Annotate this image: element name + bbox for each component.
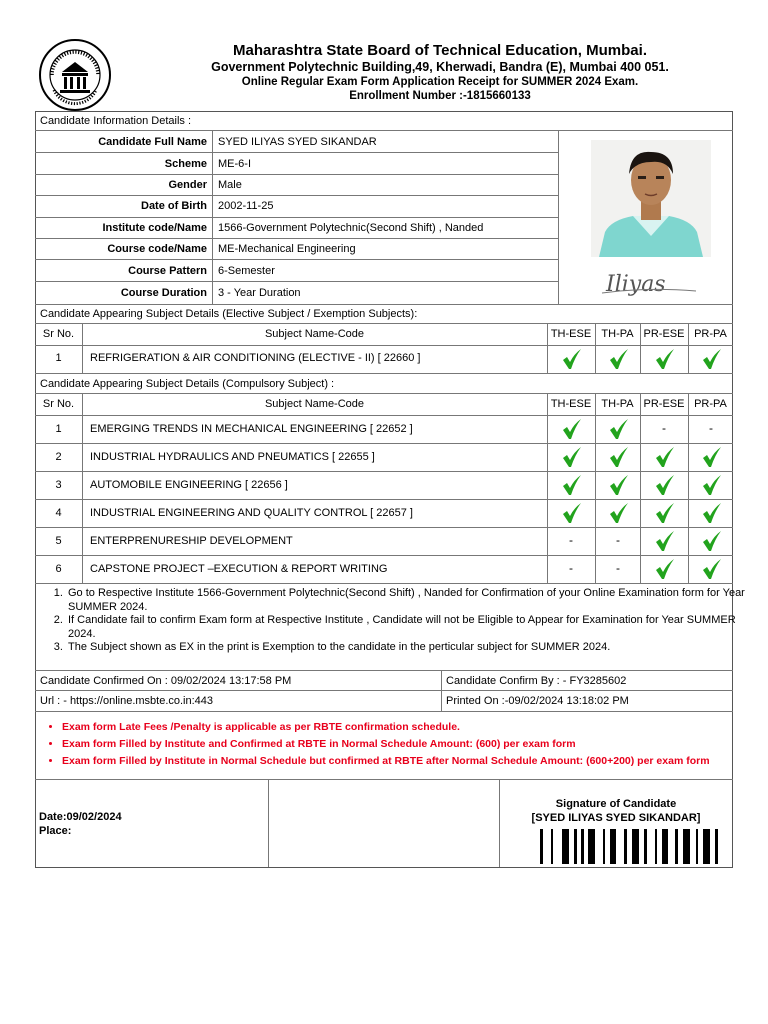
elective-header-pr-pa: PR-PA bbox=[694, 328, 727, 340]
elective-header-sr: Sr No. bbox=[42, 328, 75, 340]
label-dob: Date of Birth bbox=[141, 200, 207, 212]
table-row-sr: 2 bbox=[55, 451, 62, 463]
fee-notice-item: • Exam form Filled by Institute in Normal Schedule but confirmed at RBTE after Normal Schedule Amount: (600+200) per exam form bbox=[62, 753, 762, 770]
compulsory-pr-ese-dash: - bbox=[662, 421, 666, 435]
compulsory-th-ese-check-icon bbox=[561, 418, 583, 440]
elective-section-title: Candidate Appearing Subject Details (Elective Subject / Exemption Subjects): bbox=[40, 308, 418, 320]
elective-header-th-pa: TH-PA bbox=[601, 328, 634, 340]
elective-th-pa-check-icon bbox=[608, 348, 630, 370]
label-gender: Gender bbox=[168, 179, 207, 191]
compulsory-header-sr: Sr No. bbox=[42, 398, 75, 410]
footer-place: Place: bbox=[39, 825, 72, 837]
signature-name: [SYED ILIYAS SYED SIKANDAR] bbox=[531, 812, 701, 824]
label-scheme: Scheme bbox=[164, 158, 207, 170]
compulsory-pr-pa-check-icon bbox=[701, 446, 723, 468]
table-row-subject: INDUSTRIAL ENGINEERING AND QUALITY CONTROL [ 22657 ] bbox=[90, 507, 413, 519]
signature-title: Signature of Candidate bbox=[555, 798, 677, 810]
instruction-notes bbox=[48, 587, 756, 655]
msbte-seal-logo bbox=[38, 38, 112, 112]
compulsory-th-pa-dash: - bbox=[616, 533, 620, 547]
compulsory-header-th-pa: TH-PA bbox=[601, 398, 634, 410]
compulsory-pr-ese-check-icon bbox=[654, 558, 676, 580]
table-row-subject: ENTERPRENURESHIP DEVELOPMENT bbox=[90, 535, 293, 547]
compulsory-pr-ese-check-icon bbox=[654, 502, 676, 524]
label-course-pattern: Course Pattern bbox=[128, 265, 207, 277]
table-row-subject: CAPSTONE PROJECT –EXECUTION & REPORT WRITING bbox=[90, 563, 388, 575]
fee-notice-item: • Exam form Late Fees /Penalty is applicable as per RBTE confirmation schedule. bbox=[62, 719, 762, 736]
value-course-duration: 3 - Year Duration bbox=[218, 287, 301, 299]
candidate-photo bbox=[591, 140, 711, 257]
note-item: 2. If Candidate fail to confirm Exam form at Respective Institute , Candidate will not be Eligible to Appear for Examination for Year SUMMER 2024. bbox=[66, 614, 756, 641]
compulsory-pr-pa-check-icon bbox=[701, 530, 723, 552]
table-row-subject: AUTOMOBILE ENGINEERING [ 22656 ] bbox=[90, 479, 288, 491]
value-scheme: ME-6-I bbox=[218, 158, 251, 170]
elective-th-ese-check-icon bbox=[561, 348, 583, 370]
label-full-name: Candidate Full Name bbox=[98, 136, 207, 148]
label-institute: Institute code/Name bbox=[102, 222, 207, 234]
board-address: Government Polytechnic Building,49, Kherwadi, Bandra (E), Mumbai 400 051. bbox=[211, 60, 669, 74]
table-row-sr: 4 bbox=[55, 507, 62, 519]
compulsory-th-ese-check-icon bbox=[561, 474, 583, 496]
compulsory-header-subject: Subject Name-Code bbox=[264, 398, 365, 410]
table-row-sr: 5 bbox=[55, 535, 62, 547]
label-course: Course code/Name bbox=[107, 243, 207, 255]
compulsory-header-pr-ese: PR-ESE bbox=[643, 398, 685, 410]
board-name: Maharashtra State Board of Technical Education, Mumbai. bbox=[233, 42, 647, 59]
table-row-sr: 6 bbox=[55, 563, 62, 575]
table-row-sr: 1 bbox=[55, 423, 62, 435]
compulsory-pr-ese-check-icon bbox=[654, 474, 676, 496]
receipt-title: Online Regular Exam Form Application Receipt for SUMMER 2024 Exam. bbox=[241, 76, 639, 88]
elective-header-pr-ese: PR-ESE bbox=[643, 328, 685, 340]
fee-notices bbox=[48, 719, 762, 770]
value-institute: 1566-Government Polytechnic(Second Shift) , Nanded bbox=[218, 222, 484, 234]
compulsory-th-pa-check-icon bbox=[608, 474, 630, 496]
confirmed-on: Candidate Confirmed On : 09/02/2024 13:17:58 PM bbox=[40, 675, 292, 687]
note-item: 1. Go to Respective Institute 1566-Government Polytechnic(Second Shift) , Nanded for Confirmation of your Online Examination form for Year SUMMER 2024. bbox=[66, 587, 756, 614]
barcode bbox=[537, 829, 722, 864]
elective-header-subject: Subject Name-Code bbox=[264, 328, 365, 340]
compulsory-pr-pa-check-icon bbox=[701, 502, 723, 524]
elective-header-th-ese: TH-ESE bbox=[550, 328, 592, 340]
table-row-sr: 1 bbox=[55, 352, 62, 364]
enrollment-number: Enrollment Number :-1815660133 bbox=[349, 90, 531, 102]
value-course-pattern: 6-Semester bbox=[218, 265, 275, 277]
note-item: 3. The Subject shown as EX in the print is Exemption to the candidate in the perticular subject for SUMMER 2024. bbox=[66, 641, 756, 655]
compulsory-header-th-ese: TH-ESE bbox=[550, 398, 592, 410]
compulsory-th-pa-check-icon bbox=[608, 418, 630, 440]
compulsory-th-pa-dash: - bbox=[616, 561, 620, 575]
svg-text:Iliyas: Iliyas bbox=[606, 272, 666, 297]
candidate-signature bbox=[596, 263, 706, 303]
compulsory-pr-pa-check-icon bbox=[701, 558, 723, 580]
value-course: ME-Mechanical Engineering bbox=[218, 243, 356, 255]
printed-on: Printed On :-09/02/2024 13:18:02 PM bbox=[446, 695, 629, 707]
table-row-subject: EMERGING TRENDS IN MECHANICAL ENGINEERING [ 22652 ] bbox=[90, 423, 413, 435]
compulsory-th-ese-dash: - bbox=[569, 533, 573, 547]
compulsory-pr-ese-check-icon bbox=[654, 530, 676, 552]
value-dob: 2002-11-25 bbox=[218, 200, 274, 212]
table-row-subject: REFRIGERATION & AIR CONDITIONING (ELECTIVE - II) [ 22660 ] bbox=[90, 352, 421, 364]
compulsory-section-title: Candidate Appearing Subject Details (Compulsory Subject) : bbox=[40, 378, 335, 390]
portal-url: Url : - https://online.msbte.co.in:443 bbox=[40, 695, 214, 707]
compulsory-th-pa-check-icon bbox=[608, 502, 630, 524]
compulsory-header-pr-pa: PR-PA bbox=[694, 398, 727, 410]
footer-date: Date:09/02/2024 bbox=[39, 811, 122, 823]
compulsory-th-pa-check-icon bbox=[608, 446, 630, 468]
fee-notice-item: • Exam form Filled by Institute and Confirmed at RBTE in Normal Schedule Amount: (600) per exam form bbox=[62, 736, 762, 753]
value-gender: Male bbox=[218, 179, 242, 191]
table-row-subject: INDUSTRIAL HYDRAULICS AND PNEUMATICS [ 22655 ] bbox=[90, 451, 375, 463]
candidate-section-title: Candidate Information Details : bbox=[40, 115, 192, 127]
value-full-name: SYED ILIYAS SYED SIKANDAR bbox=[218, 136, 377, 148]
compulsory-pr-pa-dash: - bbox=[709, 421, 713, 435]
confirmed-by: Candidate Confirm By : - FY3285602 bbox=[446, 675, 627, 687]
elective-pr-pa-check-icon bbox=[701, 348, 723, 370]
compulsory-th-ese-check-icon bbox=[561, 502, 583, 524]
table-row-sr: 3 bbox=[55, 479, 62, 491]
elective-pr-ese-check-icon bbox=[654, 348, 676, 370]
compulsory-th-ese-dash: - bbox=[569, 561, 573, 575]
compulsory-pr-pa-check-icon bbox=[701, 474, 723, 496]
label-course-duration: Course Duration bbox=[120, 287, 207, 299]
compulsory-th-ese-check-icon bbox=[561, 446, 583, 468]
compulsory-pr-ese-check-icon bbox=[654, 446, 676, 468]
